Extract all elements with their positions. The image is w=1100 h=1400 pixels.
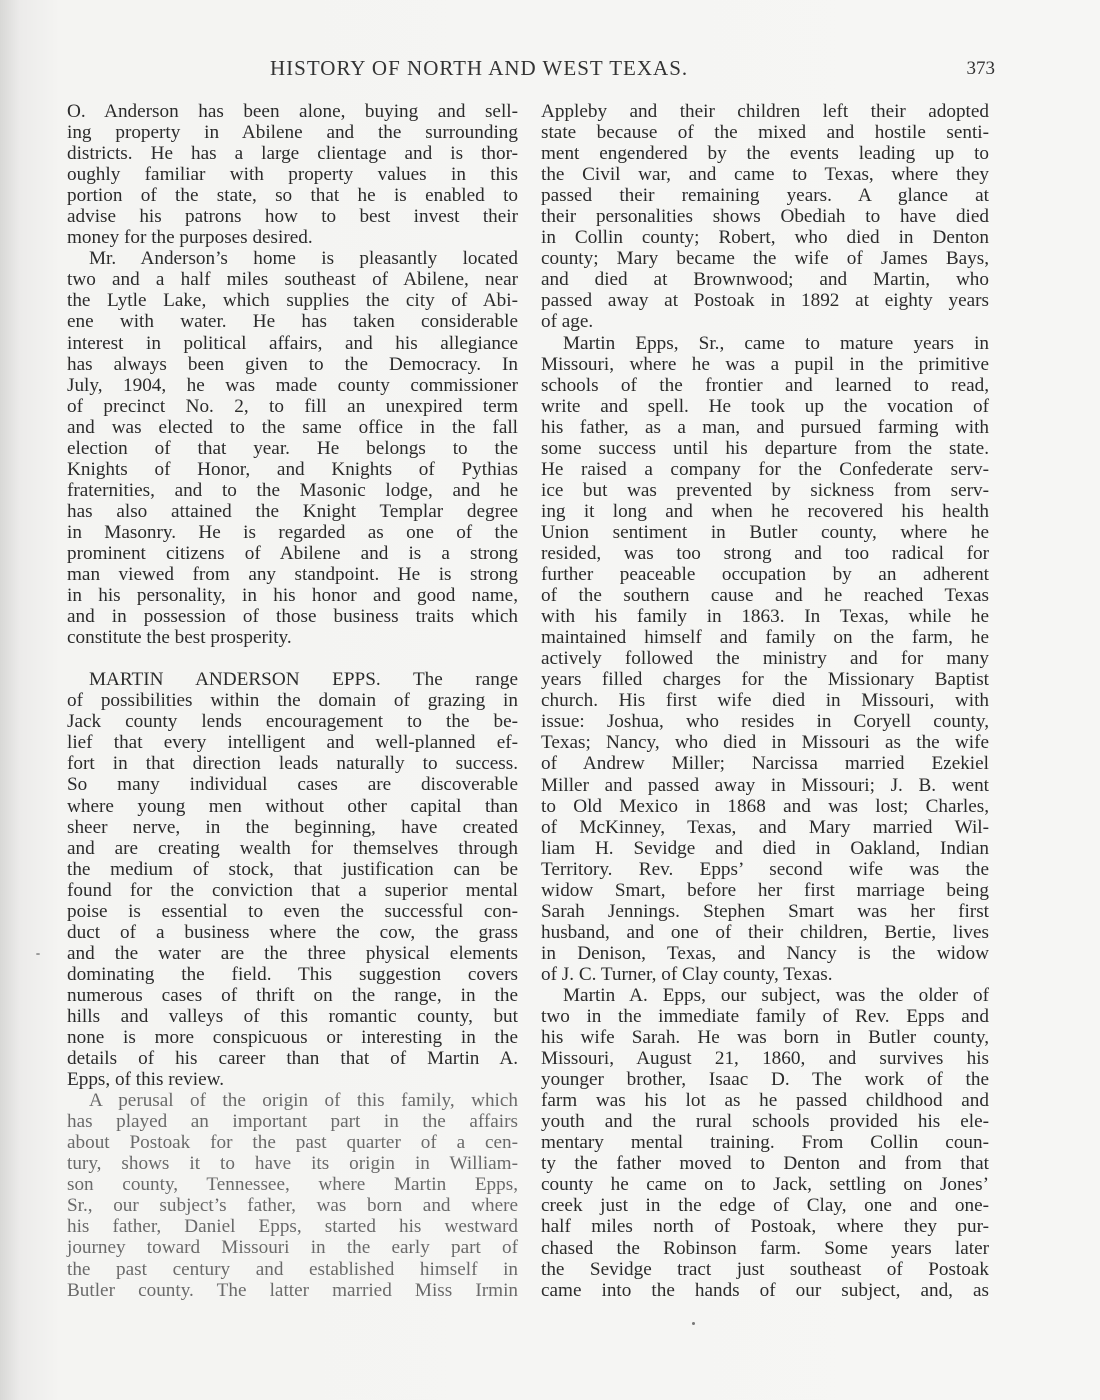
text-line: ene with water. He has taken considerable bbox=[67, 311, 518, 333]
text-line: ment engendered by the events leading up to bbox=[541, 143, 989, 165]
text-line: Appleby and their children left their adopted bbox=[541, 101, 989, 122]
text-line: to Old Mexico in 1868 and was lost; Charles, bbox=[541, 795, 989, 817]
text-line: write and spell. He took up the vocation of bbox=[541, 395, 989, 417]
text-line: prominent citizens of Abilene and is a strong bbox=[67, 542, 518, 564]
text-line: Texas; Nancy, who died in Missouri as the wife bbox=[541, 732, 989, 754]
text-line: Martin A. Epps, our subject, was the older of bbox=[563, 984, 989, 1006]
text-line: of possibilities within the domain of grazing in bbox=[67, 690, 518, 712]
text-line: lief that every intelligent and well-planned ef- bbox=[67, 732, 518, 754]
text-line: and was elected to the same office in the fall bbox=[67, 416, 518, 438]
text-line: Sr., our subject’s father, was born and where bbox=[67, 1195, 518, 1217]
text-line: of J. C. Turner, of Clay county, Texas. bbox=[541, 963, 833, 985]
text-line: has played an important part in the affairs bbox=[67, 1111, 518, 1133]
text-line: and in possession of those business traits which bbox=[67, 606, 518, 628]
text-line: ing it long and when he recovered his health bbox=[541, 500, 989, 522]
text-line: further peaceable occupation by an adherent bbox=[541, 564, 989, 586]
text-line: So many individual cases are discoverable bbox=[67, 774, 518, 796]
text-line: dominating the field. This suggestion covers bbox=[67, 963, 518, 985]
text-line: election of that year. He belongs to the bbox=[67, 437, 518, 459]
text-line: sheer nerve, in the beginning, have created bbox=[67, 816, 518, 838]
text-line: came into the hands of our subject, and, as bbox=[541, 1279, 989, 1301]
text-line: actively followed the ministry and for many bbox=[541, 648, 989, 670]
print-speck bbox=[692, 1322, 695, 1325]
text-line: passed away at Postoak in 1892 at eighty years bbox=[541, 290, 989, 312]
text-line: two in the immediate family of Rev. Epps and bbox=[541, 1006, 989, 1028]
text-line: schools of the frontier and learned to read, bbox=[541, 374, 989, 396]
text-line: two and a half miles southeast of Abilene, near bbox=[67, 269, 518, 291]
text-line: his wife Sarah. He was born in Butler county, bbox=[541, 1027, 989, 1049]
text-line: duct of a business where the cow, the grass bbox=[67, 921, 518, 943]
text-line: of precinct No. 2, to fill an unexpired term bbox=[67, 395, 518, 417]
text-line: ty the father moved to Denton and from that bbox=[541, 1153, 989, 1175]
text-line: husband, and one of their children, Bertie, lives bbox=[541, 921, 989, 943]
text-line: fraternities, and to the Masonic lodge, and he bbox=[67, 479, 518, 501]
text-line: has always been given to the Democracy. In bbox=[67, 353, 518, 375]
text-line: widow Smart, before her first marriage being bbox=[541, 879, 989, 901]
text-line: Sarah Jennings. Stephen Smart was her first bbox=[541, 900, 989, 922]
text-line: the medium of stock, that justification can be bbox=[67, 858, 518, 880]
text-line: man viewed from any standpoint. He is strong bbox=[67, 564, 518, 586]
text-line: the Lytle Lake, which supplies the city of Abi- bbox=[67, 290, 518, 312]
text-line: with his family in 1863. In Texas, while he bbox=[541, 606, 989, 628]
text-line: Martin Epps, Sr., came to mature years in bbox=[563, 332, 989, 354]
text-line: and are creating wealth for themselves through bbox=[67, 837, 518, 859]
text-line: hills and valleys of this romantic county, but bbox=[67, 1005, 518, 1027]
text-line: in Collin county; Robert, who died in Denton bbox=[541, 227, 989, 249]
text-line: Mr. Anderson’s home is pleasantly located bbox=[89, 248, 518, 270]
text-line: farm was his lot as he passed childhood and bbox=[541, 1090, 989, 1112]
text-line: his father, as a man, and pursued farming with bbox=[541, 416, 989, 438]
text-line: MARTIN ANDERSON EPPS. The range bbox=[89, 669, 518, 691]
running-title: HISTORY OF NORTH AND WEST TEXAS. bbox=[270, 56, 689, 80]
text-line: oughly familiar with property values in this bbox=[67, 164, 518, 186]
text-line: He raised a company for the Confederate serv- bbox=[541, 458, 989, 480]
text-line: state because of the mixed and hostile senti- bbox=[541, 122, 989, 144]
text-line: details of his career than that of Martin A. bbox=[67, 1048, 518, 1070]
text-line: poise is essential to even the successful con- bbox=[67, 900, 518, 922]
text-line: creek just in the edge of Clay, one and one- bbox=[541, 1195, 989, 1217]
text-line: where young men without other capital than bbox=[67, 795, 518, 817]
text-line: the Civil war, and came to Texas, where they bbox=[541, 164, 989, 186]
text-line: numerous cases of thrift on the range, in the bbox=[67, 984, 518, 1006]
page-number: 373 bbox=[966, 58, 995, 79]
text-line: ing property in Abilene and the surrounding bbox=[67, 122, 518, 144]
text-line: Jack county lends encouragement to the be- bbox=[67, 711, 518, 733]
text-line: mentary mental training. From Collin coun- bbox=[541, 1132, 989, 1154]
text-line: tury, shows it to have its origin in William- bbox=[67, 1153, 518, 1175]
text-line: Knights of Honor, and Knights of Pythias bbox=[67, 458, 518, 480]
text-line: in his personality, in his honor and good name, bbox=[67, 585, 518, 607]
text-line: half miles north of Postoak, where they pur- bbox=[541, 1216, 989, 1238]
text-line: Union sentiment in Butler county, where he bbox=[541, 521, 989, 543]
text-line: Butler county. The latter married Miss Irmin bbox=[67, 1279, 518, 1301]
text-line: younger brother, Isaac D. The work of the bbox=[541, 1069, 989, 1091]
paragraph-gap bbox=[67, 648, 518, 669]
text-line: districts. He has a large clientage and is thor- bbox=[67, 143, 518, 165]
text-line: A perusal of the origin of this family, which bbox=[89, 1090, 518, 1112]
text-line: liam H. Sevidge and died in Oakland, Indian bbox=[541, 837, 989, 859]
text-line: some success until his departure from the state. bbox=[541, 437, 989, 459]
text-line: portion of the state, so that he is enabled to bbox=[67, 185, 518, 207]
text-line: O. Anderson has been alone, buying and sell- bbox=[67, 101, 518, 122]
text-line: their personalities shows Obediah to have died bbox=[541, 206, 989, 228]
text-line: the past century and established himself in bbox=[67, 1258, 518, 1280]
text-line: July, 1904, he was made county commissioner bbox=[67, 374, 518, 396]
text-line: issue: Joshua, who resides in Coryell county, bbox=[541, 711, 989, 733]
page-header bbox=[270, 56, 995, 82]
text-line: has also attained the Knight Templar degree bbox=[67, 500, 518, 522]
text-line: Missouri, where he was a pupil in the primitive bbox=[541, 353, 989, 375]
text-line: in Masonry. He is regarded as one of the bbox=[67, 521, 518, 543]
text-line: passed their remaining years. A glance at bbox=[541, 185, 989, 207]
text-line: of the southern cause and he reached Texas bbox=[541, 585, 989, 607]
text-line: of McKinney, Texas, and Mary married Wil- bbox=[541, 816, 989, 838]
text-line: maintained himself and family on the farm, he bbox=[541, 627, 989, 649]
text-line: and the water are the three physical elements bbox=[67, 942, 518, 964]
text-line: the Sevidge tract just southeast of Postoak bbox=[541, 1258, 989, 1280]
text-line: Miller and passed away in Missouri; J. B. went bbox=[541, 774, 989, 796]
text-line: Territory. Rev. Epps’ second wife was the bbox=[541, 858, 989, 880]
text-line: chased the Robinson farm. Some years later bbox=[541, 1237, 989, 1259]
text-line: county; Mary became the wife of James Bays, bbox=[541, 248, 989, 270]
text-line: advise his patrons how to best invest their bbox=[67, 206, 518, 228]
text-line: Epps, of this review. bbox=[67, 1069, 225, 1091]
text-line: years filled charges for the Missionary Baptist bbox=[541, 669, 989, 691]
text-line: interest in political affairs, and his allegiance bbox=[67, 332, 518, 354]
text-line: money for the purposes desired. bbox=[67, 227, 313, 249]
text-line: ice but was prevented by sickness from serv- bbox=[541, 479, 989, 501]
text-line: Missouri, August 21, 1860, and survives his bbox=[541, 1048, 989, 1070]
text-line: son county, Tennessee, where Martin Epps, bbox=[67, 1174, 518, 1196]
text-line: of age. bbox=[541, 311, 594, 333]
text-line: journey toward Missouri in the early part of bbox=[67, 1237, 518, 1259]
text-line: youth and the rural schools provided his ele- bbox=[541, 1111, 989, 1133]
left-text-column bbox=[67, 101, 518, 1301]
text-line: county he came on to Jack, settling on Jones’ bbox=[541, 1174, 989, 1196]
text-line: resided, was too strong and too radical for bbox=[541, 542, 989, 564]
right-text-column bbox=[541, 101, 989, 1301]
print-speck bbox=[36, 953, 40, 955]
text-line: constitute the best prosperity. bbox=[67, 627, 292, 649]
text-line: of Andrew Miller; Narcissa married Ezekiel bbox=[541, 753, 989, 775]
text-line: about Postoak for the past quarter of a cen- bbox=[67, 1132, 518, 1154]
text-line: in Denison, Texas, and Nancy is the widow bbox=[541, 942, 989, 964]
text-line: none is more conspicuous or interesting in the bbox=[67, 1027, 518, 1049]
text-line: church. His first wife died in Missouri, with bbox=[541, 690, 989, 712]
text-line: his father, Daniel Epps, started his westward bbox=[67, 1216, 518, 1238]
text-line: and died at Brownwood; and Martin, who bbox=[541, 269, 989, 291]
text-line: found for the conviction that a superior mental bbox=[67, 879, 518, 901]
text-line: fort in that direction leads naturally to success. bbox=[67, 753, 518, 775]
